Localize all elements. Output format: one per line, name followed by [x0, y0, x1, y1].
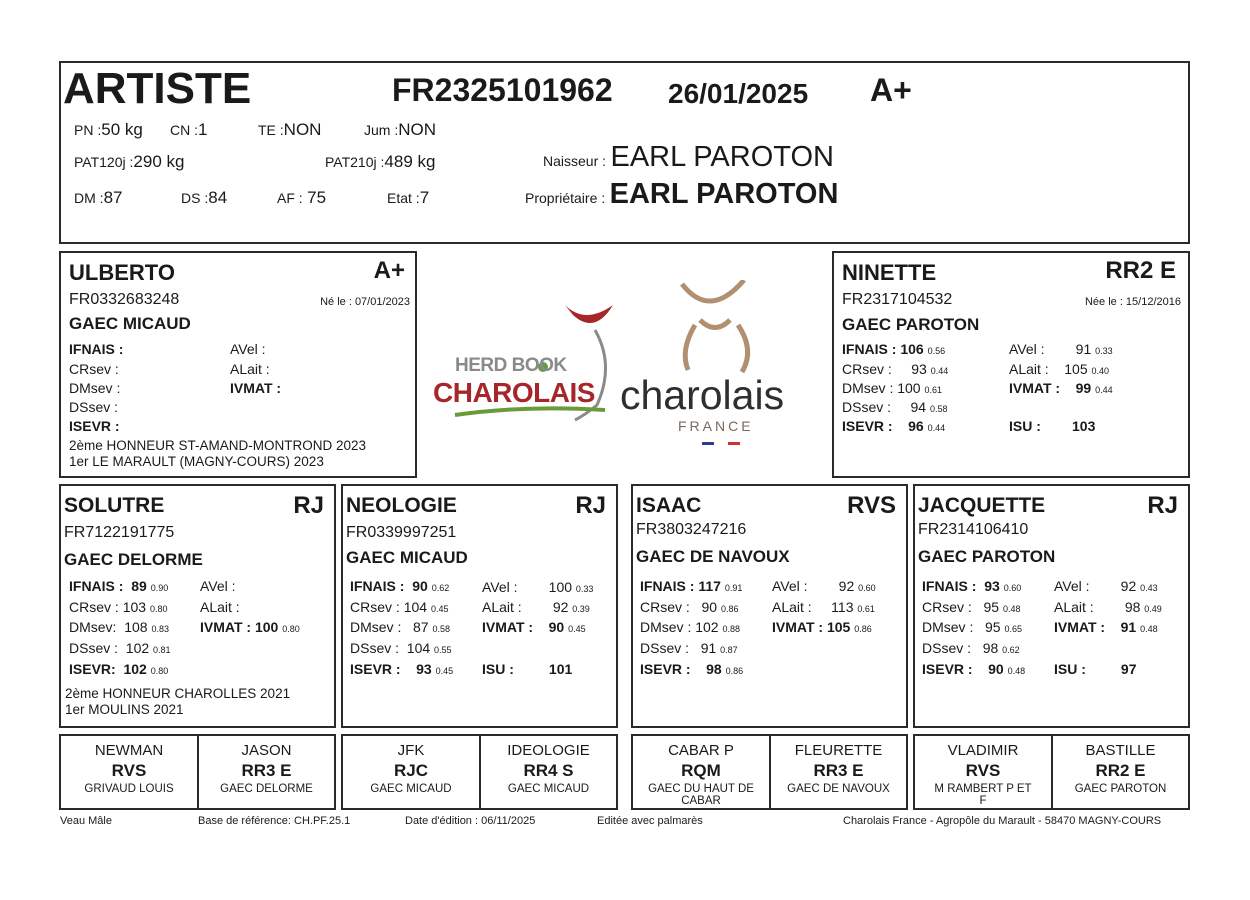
- dam-box: [832, 251, 1190, 478]
- dam-ifnais: IFNAIS : 106 0.56: [842, 341, 946, 357]
- gp-dssev: DSsev : 91 0.87: [640, 640, 738, 656]
- dam-ivmat: IVMAT : 99 0.44: [1009, 380, 1113, 396]
- footer-sex: Veau Mâle: [60, 815, 112, 827]
- gp-crsev: CRsev : 104 0.45: [350, 599, 449, 615]
- sire-ivmat-label: IVMAT :: [230, 380, 282, 396]
- gp-id: FR2314106410: [918, 521, 1029, 538]
- dam-crsev: CRsev : 93 0.44: [842, 361, 949, 377]
- sire-dmsev-label: DMsev :: [69, 380, 121, 396]
- gp-alait: ALait : 113 0.61: [772, 599, 875, 615]
- gp-palmares-2: 1er MOULINS 2021: [65, 702, 184, 717]
- ancestors-group-1: [59, 734, 336, 810]
- dam-birth: Née le : 15/12/2016: [1084, 296, 1181, 308]
- gp-isevr: ISEVR : 98 0.86: [640, 661, 744, 677]
- gp-crsev: CRsev : 90 0.86: [640, 599, 739, 615]
- sire-owner: GAEC MICAUD: [69, 314, 191, 333]
- gp-dssev: DSsev : 98 0.62: [922, 640, 1020, 656]
- ancestor-owner: M RAMBERT P ET F: [934, 783, 1032, 807]
- dam-alait: ALait : 105 0.40: [1009, 361, 1110, 377]
- ancestor-grade: RJC: [393, 761, 428, 780]
- animal-id: FR2325101962: [392, 72, 613, 108]
- pat210-field: PAT210j :489 kg: [325, 152, 436, 171]
- charolais-france-logo: [620, 280, 825, 450]
- gp-dmsev: DMsev : 95 0.65: [922, 619, 1023, 635]
- gp-name: SOLUTRE: [64, 494, 165, 517]
- sire-ifnais-label: IFNAIS :: [69, 341, 124, 357]
- ancestor-cell: [915, 736, 1053, 808]
- charolais-france-sub: FRANCE: [678, 418, 754, 434]
- te-field: TE :NON: [258, 120, 322, 139]
- ancestor-name: BASTILLE: [1085, 742, 1156, 759]
- sire-palmares-2: 1er LE MARAULT (MAGNY-COURS) 2023: [69, 454, 324, 469]
- proprietaire-field: Propriétaire : EARL PAROTON: [525, 178, 839, 210]
- footer-base: Base de référence: CH.PF.25.1: [198, 815, 351, 827]
- gp-isevr: ISEVR: 102 0.80: [69, 661, 169, 677]
- ancestor-grade: RVS: [965, 761, 1001, 780]
- ancestor-name: JASON: [241, 742, 292, 759]
- ancestor-grade: RVS: [111, 761, 147, 780]
- grandparent-box-isaac: [631, 484, 908, 728]
- ancestor-grade: RR2 E: [1095, 761, 1146, 780]
- herdbook-main-text: CHAROLAIS: [433, 377, 595, 408]
- gp-alait-label: ALait :: [200, 599, 240, 615]
- gp-name: ISAAC: [636, 494, 702, 517]
- gp-isevr: ISEVR : 93 0.45: [350, 661, 454, 677]
- ancestor-owner: GAEC DU HAUT DE CABAR: [648, 783, 754, 807]
- sire-isevr-label: ISEVR :: [69, 418, 120, 434]
- gp-isevr: ISEVR : 90 0.48: [922, 661, 1026, 677]
- gp-ivmat: IVMAT : 100 0.80: [200, 619, 300, 635]
- gp-owner: GAEC DELORME: [64, 550, 203, 569]
- gp-avel: AVel : 92 0.43: [1054, 578, 1158, 594]
- dam-isu: ISU : 103: [1009, 418, 1096, 434]
- gp-ifnais: IFNAIS : 93 0.60: [922, 578, 1022, 594]
- gp-grade: RJ: [1147, 492, 1178, 519]
- sire-avel-label: AVel :: [230, 341, 266, 357]
- sire-dssev-label: DSsev :: [69, 399, 119, 415]
- ancestor-grade: RR4 S: [523, 761, 574, 780]
- ancestor-cell: [1053, 736, 1188, 808]
- gp-id: FR3803247216: [636, 521, 747, 538]
- charolais-main-text: charolais: [620, 372, 785, 418]
- dam-owner: GAEC PAROTON: [842, 315, 980, 334]
- gp-dmsev: DMsev : 87 0.58: [350, 619, 451, 635]
- ancestor-cell: [481, 736, 616, 808]
- footer-edition-date: Date d'édition : 06/11/2025: [405, 815, 536, 827]
- gp-ivmat: IVMAT : 105 0.86: [772, 619, 872, 635]
- dam-isevr: ISEVR : 96 0.44: [842, 418, 946, 434]
- gp-dssev: DSsev : 104 0.55: [350, 640, 452, 656]
- grandparent-box-neologie: [341, 484, 618, 728]
- sire-alait-label: ALait :: [230, 361, 270, 377]
- af-field: AF : 75: [277, 188, 327, 207]
- gp-ifnais: IFNAIS : 90 0.62: [350, 578, 450, 594]
- gp-ifnais: IFNAIS : 89 0.90: [69, 578, 169, 594]
- dam-grade: RR2 E: [1105, 257, 1176, 284]
- gp-avel: AVel : 92 0.60: [772, 578, 876, 594]
- herdbook-logo: [425, 285, 620, 430]
- gp-avel: AVel : 100 0.33: [482, 579, 594, 595]
- ancestor-cell: [199, 736, 334, 808]
- ancestor-owner: GAEC PAROTON: [1074, 783, 1167, 795]
- sire-box: [59, 251, 417, 478]
- gp-ifnais: IFNAIS : 117 0.91: [640, 578, 743, 594]
- ancestors-group-4: [913, 734, 1190, 810]
- gp-grade: RJ: [575, 492, 606, 519]
- gp-grade: RVS: [847, 492, 896, 519]
- ancestor-cell: [61, 736, 199, 808]
- dam-dssev: DSsev : 94 0.58: [842, 399, 948, 415]
- sire-crsev-label: CRsev :: [69, 361, 119, 377]
- ancestor-name: JFK: [397, 742, 425, 759]
- gp-avel-label: AVel :: [200, 578, 236, 594]
- ancestor-owner: GAEC DE NAVOUX: [787, 783, 890, 795]
- gp-dmsev: DMsev: 108 0.83: [69, 619, 170, 635]
- ancestor-name: VLADIMIR: [947, 742, 1019, 759]
- ancestor-name: CABAR P: [668, 742, 734, 759]
- gp-owner: GAEC MICAUD: [346, 548, 468, 567]
- gp-palmares-1: 2ème HONNEUR CHAROLLES 2021: [65, 686, 291, 701]
- footer-organization: Charolais France - Agropôle du Marault - 58470 MAGNY-COURS: [843, 815, 1162, 827]
- grandparent-box-solutre: [59, 484, 336, 728]
- ds-field: DS :84: [181, 188, 228, 207]
- gp-alait: ALait : 98 0.49: [1054, 599, 1162, 615]
- grandparent-box-jacquette: [913, 484, 1190, 728]
- ancestor-owner: GRIVAUD LOUIS: [84, 783, 174, 795]
- ancestor-grade: RQM: [681, 761, 721, 780]
- ancestor-grade: RR3 E: [241, 761, 292, 780]
- herdbook-top-text: HERD BOOK: [455, 355, 567, 376]
- ancestor-owner: GAEC DELORME: [220, 783, 313, 795]
- cn-field: CN :1: [170, 120, 208, 139]
- gp-grade: RJ: [293, 492, 324, 519]
- sire-birth: Né le : 07/01/2023: [320, 296, 410, 308]
- jum-field: Jum :NON: [364, 120, 437, 139]
- gp-name: NEOLOGIE: [346, 494, 457, 517]
- ancestors-group-2: [341, 734, 618, 810]
- sire-grade: A+: [373, 257, 405, 284]
- ancestor-name: NEWMAN: [94, 742, 164, 759]
- pat120-field: PAT120j :290 kg: [74, 152, 185, 171]
- animal-birth-date: 26/01/2025: [668, 78, 809, 109]
- dam-dmsev: DMsev : 100 0.61: [842, 380, 943, 396]
- ancestors-group-3: [631, 734, 908, 810]
- animal-name: ARTISTE: [63, 64, 252, 113]
- dam-id: FR2317104532: [842, 291, 953, 308]
- gp-ivmat: IVMAT : 91 0.48: [1054, 619, 1158, 635]
- gp-alait: ALait : 92 0.39: [482, 599, 590, 615]
- dam-name: NINETTE: [842, 260, 937, 285]
- gp-ivmat: IVMAT : 90 0.45: [482, 619, 586, 635]
- naisseur-field: Naisseur : EARL PAROTON: [543, 141, 834, 173]
- pn-field: PN :50 kg: [74, 120, 143, 139]
- dm-field: DM :87: [74, 188, 123, 207]
- dam-avel: AVel : 91 0.33: [1009, 341, 1113, 357]
- etat-field: Etat :7: [387, 188, 430, 207]
- sire-name: ULBERTO: [69, 260, 175, 285]
- ancestor-name: IDEOLOGIE: [507, 742, 590, 759]
- gp-crsev: CRsev : 103 0.80: [69, 599, 168, 615]
- gp-owner: GAEC DE NAVOUX: [636, 547, 790, 566]
- ancestor-name: FLEURETTE: [794, 742, 883, 759]
- gp-dmsev: DMsev : 102 0.88: [640, 619, 741, 635]
- gp-isu: ISU : 97: [1054, 661, 1137, 677]
- ancestor-cell: [343, 736, 481, 808]
- animal-grade: A+: [870, 72, 912, 108]
- ancestor-cell: [771, 736, 906, 808]
- gp-crsev: CRsev : 95 0.48: [922, 599, 1021, 615]
- sire-id: FR0332683248: [69, 291, 180, 308]
- sire-palmares-1: 2ème HONNEUR ST-AMAND-MONTROND 2023: [69, 438, 367, 453]
- ancestor-cell: [633, 736, 771, 808]
- ancestor-grade: RR3 E: [813, 761, 864, 780]
- gp-id: FR7122191775: [64, 524, 175, 541]
- ancestor-owner: GAEC MICAUD: [507, 783, 590, 795]
- gp-isu: ISU : 101: [482, 661, 573, 677]
- gp-name: JACQUETTE: [918, 494, 1046, 517]
- ancestor-owner: GAEC MICAUD: [370, 783, 452, 795]
- footer-palmares-note: Editée avec palmarès: [597, 815, 703, 827]
- gp-owner: GAEC PAROTON: [918, 547, 1056, 566]
- gp-dssev: DSsev : 102 0.81: [69, 640, 171, 656]
- gp-id: FR0339997251: [346, 524, 457, 541]
